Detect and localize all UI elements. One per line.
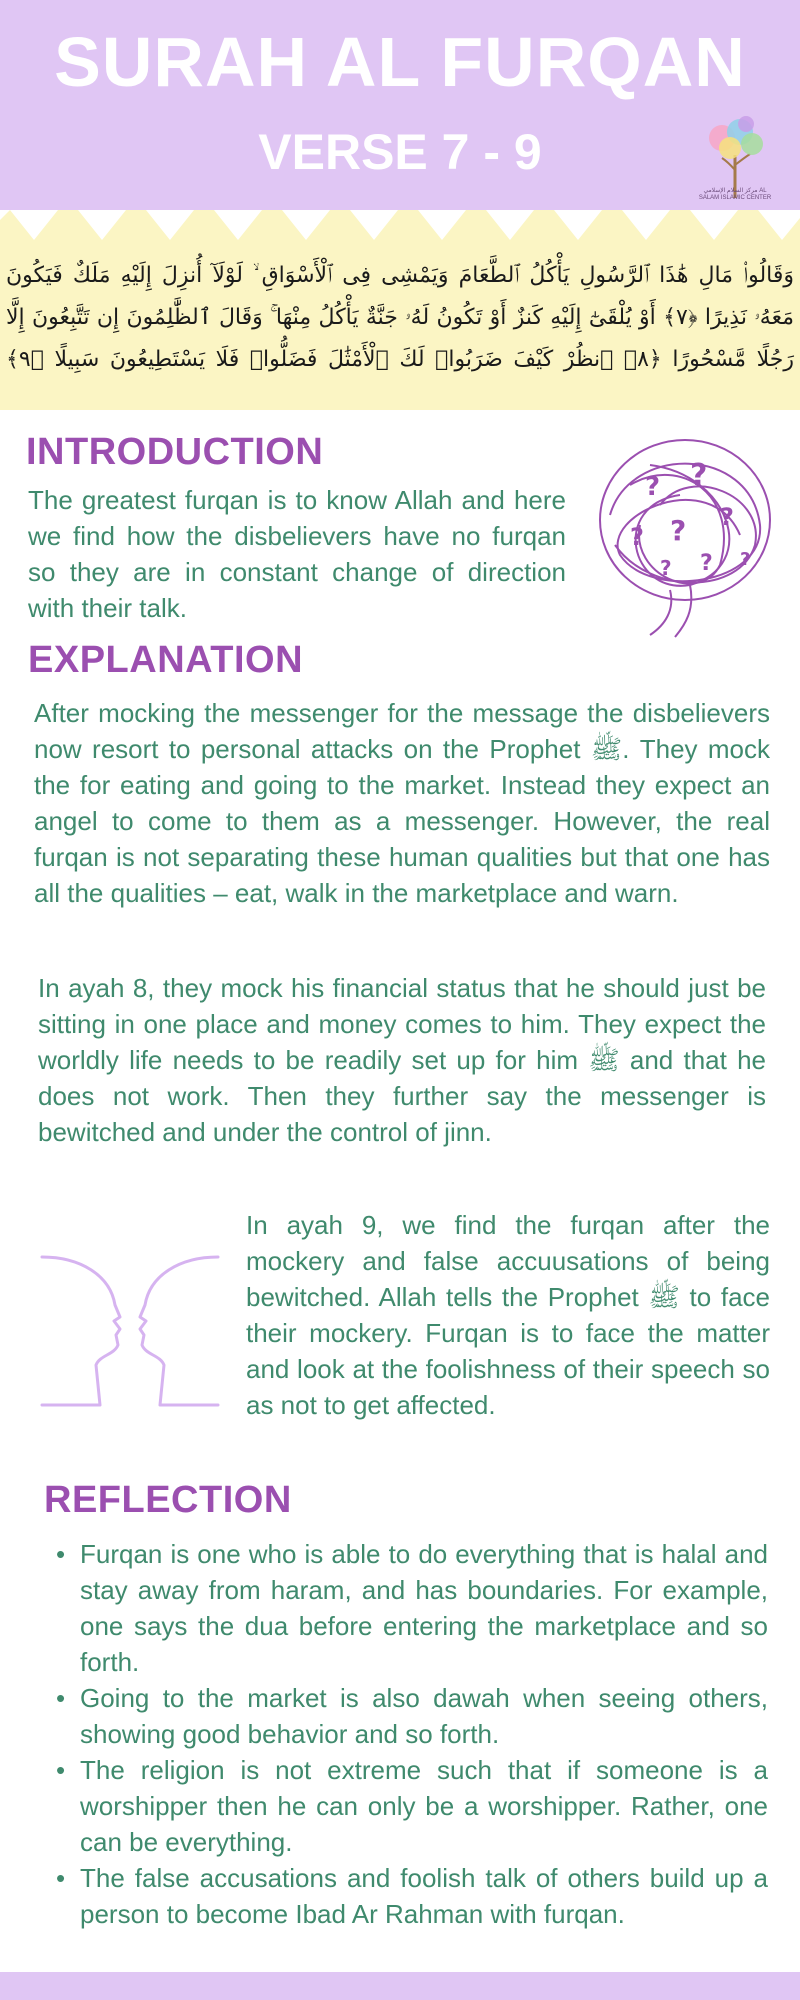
explanation-paragraph-2: In ayah 8, they mock his financial status that he should just be sitting in one place and money comes to him. They expect the worldly life needs to be readily set up for him ﷺ and that he does not work. Then they further say the messenger is bewitched and under the control of jinn. [38,973,766,1147]
bullet-icon: • [56,1539,66,1569]
svg-text:?: ? [720,503,734,531]
tangled-question-mark-head-icon [590,425,775,640]
footer-band [0,1972,800,2000]
arabic-verses-text: وَقَالُوا۟ مَالِ هَٰذَا ٱلرَّسُولِ يَأْكُلُ ٱلطَّعَامَ وَيَمْشِى فِى ٱلْأَسْوَاقِ ۙ لَوْلَآ أُنزِلَ إِلَيْهِ مَلَكٌ فَيَكُونَ مَعَهُۥ نَذِيرًا ﴿٧﴾ أَوْ يُلْقَىٰٓ إِلَيْهِ كَنزٌ أَوْ تَكُونُ لَهُۥ جَنَّةٌ يَأْكُلُ مِنْهَا ۚ وَقَالَ ٱلظَّٰلِمُونَ إِن تَتَّبِعُونَ إِلَّا رَجُلًا مَّسْحُورًا ﴿٨﴾ ٱنظُرْ كَيْفَ ضَرَبُوا۟ لَكَ ٱلْأَمْثَٰلَ فَضَلُّوا۟ فَلَا يَسْتَطِيعُونَ سَبِيلًا ﴿٩﴾ [6,263,794,372]
reflection-item-text: The religion is not extreme such that if someone is a worshipper then he can only be a worshipper. Rather, one can be everything. [80,1755,768,1857]
svg-text:?: ? [740,549,751,570]
page-title: SURAH AL FURQAN [54,23,746,101]
list-item [50,1536,768,1680]
reflection-heading: REFLECTION [44,1479,292,1521]
bullet-icon: • [56,1755,66,1785]
reflection-item-text: Going to the market is also dawah when seeing others, showing good behavior and so forth. [80,1683,768,1749]
list-item [50,1752,768,1860]
svg-text:?: ? [700,551,713,576]
arabic-verses-band [0,210,800,410]
two-faces-profile-icon [40,1255,220,1415]
list-item [50,1860,768,1932]
bullet-icon: • [56,1863,66,1893]
svg-text:?: ? [660,556,672,580]
svg-text:?: ? [645,472,661,502]
reflection-list [50,1536,768,1932]
svg-text:?: ? [630,523,644,551]
introduction-text: The greatest furqan is to know Allah and here we find how the disbelievers have no furqan so they are in constant change of direction with their talk. [28,485,566,623]
introduction-heading: INTRODUCTION [26,431,324,473]
explanation-paragraph-3: In ayah 9, we find the furqan after the mockery and false accuusations of being bewitched. Allah tells the Prophet ﷺ to face their mockery. Furqan is to face the matter and look at the foolishness of their speech so as not to get affected. [246,1210,770,1420]
reflection-item-text: The false accusations and foolish talk of others build up a person to become Ibad Ar Rahman with furqan. [80,1863,768,1929]
bullet-icon: • [56,1683,66,1713]
page-subtitle: VERSE 7 - 9 [258,124,542,180]
logo-caption: مركز السلام الإسلامي AL SALAM ISLAMIC CENTER [698,188,772,201]
reflection-item-text: Furqan is one who is able to do everything that is halal and stay away from haram, and has boundaries. For example, one says the dua before entering the marketplace and so forth. [80,1539,768,1677]
svg-text:?: ? [690,458,708,493]
explanation-heading: EXPLANATION [28,639,304,681]
header-banner [0,0,800,210]
zigzag-divider [0,210,800,256]
list-item [50,1680,768,1752]
svg-text:?: ? [670,514,687,547]
explanation-paragraph-1: After mocking the messenger for the message the disbelievers now resort to personal attacks on the Prophet ﷺ. They mock the for eating and going to the market. Instead they expect an angel to come to them as a messenger. However, the real furqan is not separating these human qualities but that one has all the qualities – eat, walk in the marketplace and warn. [34,698,771,908]
